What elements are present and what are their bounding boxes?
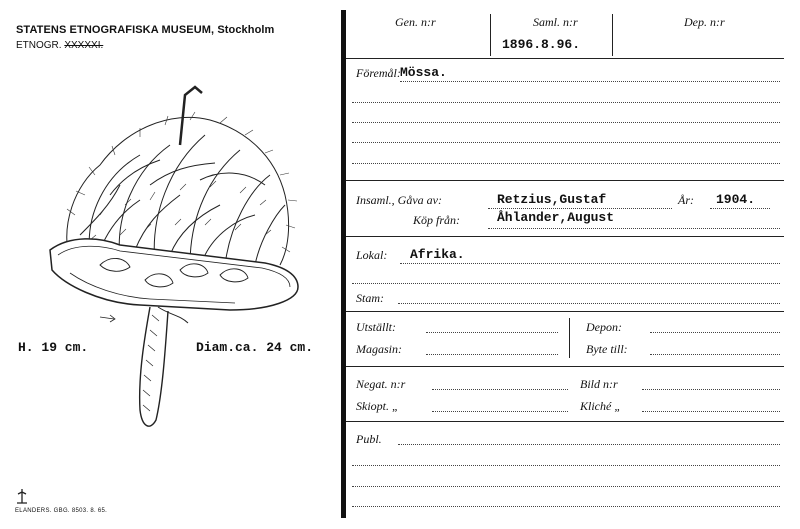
- magasin-line: [426, 354, 558, 355]
- stam-label: Stam:: [356, 291, 384, 305]
- kliche-line: [642, 411, 780, 412]
- depon-label: Depon:: [586, 320, 622, 334]
- ar-line: [710, 208, 770, 209]
- dep-label: Dep. n:r: [684, 15, 725, 29]
- height-measurement: H. 19 cm.: [18, 340, 89, 355]
- saml-value: 1896.8.96.: [502, 37, 581, 52]
- ar-value: 1904.: [716, 192, 756, 207]
- foremal-line-4: [352, 142, 780, 143]
- bild-line: [642, 389, 780, 390]
- depon-line: [650, 332, 780, 333]
- foremal-label: Föremål:: [356, 66, 401, 80]
- publ-line-4: [352, 506, 780, 507]
- byte-label: Byte till:: [586, 342, 628, 356]
- lokal-value: Afrika.: [410, 247, 465, 262]
- utstallt-label: Utställt:: [356, 320, 397, 334]
- col-divider-3: [569, 318, 570, 358]
- section-rule-3: [346, 311, 784, 312]
- negat-label: Negat. n:r: [356, 377, 406, 391]
- foremal-value: Mössa.: [400, 65, 447, 80]
- publ-line-3: [352, 486, 780, 487]
- byte-line: [650, 354, 780, 355]
- kop-value: Åhlander,August: [497, 210, 615, 225]
- kop-label: Köp från:: [413, 213, 461, 227]
- museum-city: Stockholm: [217, 24, 275, 36]
- museum-header: [16, 24, 274, 36]
- gen-label: Gen. n:r: [395, 15, 436, 29]
- magasin-label: Magasin:: [356, 342, 402, 356]
- negat-line: [432, 389, 568, 390]
- bild-label: Bild n:r: [580, 377, 618, 391]
- section-rule-1: [346, 180, 784, 181]
- saml-label: Saml. n:r: [533, 15, 578, 29]
- lokal-label: Lokal:: [356, 248, 388, 262]
- museum-name: STATENS ETNOGRAFISKA MUSEUM,: [16, 24, 215, 36]
- kliche-label: Kliché „: [580, 399, 621, 413]
- col-divider-1: [490, 14, 491, 56]
- foremal-line-5: [352, 163, 780, 164]
- publ-label: Publ.: [356, 432, 382, 446]
- ar-label: År:: [678, 193, 694, 207]
- kop-line: [488, 228, 780, 229]
- catalog-line: [16, 40, 103, 51]
- foremal-line: [400, 81, 780, 82]
- foremal-line-3: [352, 122, 780, 123]
- catalog-prefix: ETNOGR.: [16, 40, 62, 51]
- card-divider: [341, 10, 346, 518]
- section-rule-5: [346, 421, 784, 422]
- diameter-measurement: Diam.ca. 24 cm.: [196, 340, 314, 355]
- lokal-line-2: [352, 283, 780, 284]
- header-rule: [346, 58, 784, 59]
- insaml-line: [488, 208, 672, 209]
- section-rule-2: [346, 236, 784, 237]
- lokal-line: [400, 263, 780, 264]
- col-divider-2: [612, 14, 613, 56]
- catalog-struck: XXXXXI.: [64, 40, 104, 51]
- section-rule-4: [346, 366, 784, 367]
- foremal-line-2: [352, 102, 780, 103]
- insaml-value: Retzius,Gustaf: [497, 192, 607, 207]
- insaml-label: Insaml., Gåva av:: [356, 193, 442, 207]
- printer-imprint: ELANDERS. GBG. 8503. 8. 65.: [15, 508, 108, 514]
- utstallt-line: [426, 332, 558, 333]
- printer-logo-icon: [15, 488, 29, 504]
- publ-line-2: [352, 465, 780, 466]
- stam-line: [398, 303, 780, 304]
- skiopt-label: Skiopt. „: [356, 399, 399, 413]
- skiopt-line: [432, 411, 568, 412]
- feathered-cap-drawing: [30, 75, 330, 440]
- publ-line: [398, 444, 780, 445]
